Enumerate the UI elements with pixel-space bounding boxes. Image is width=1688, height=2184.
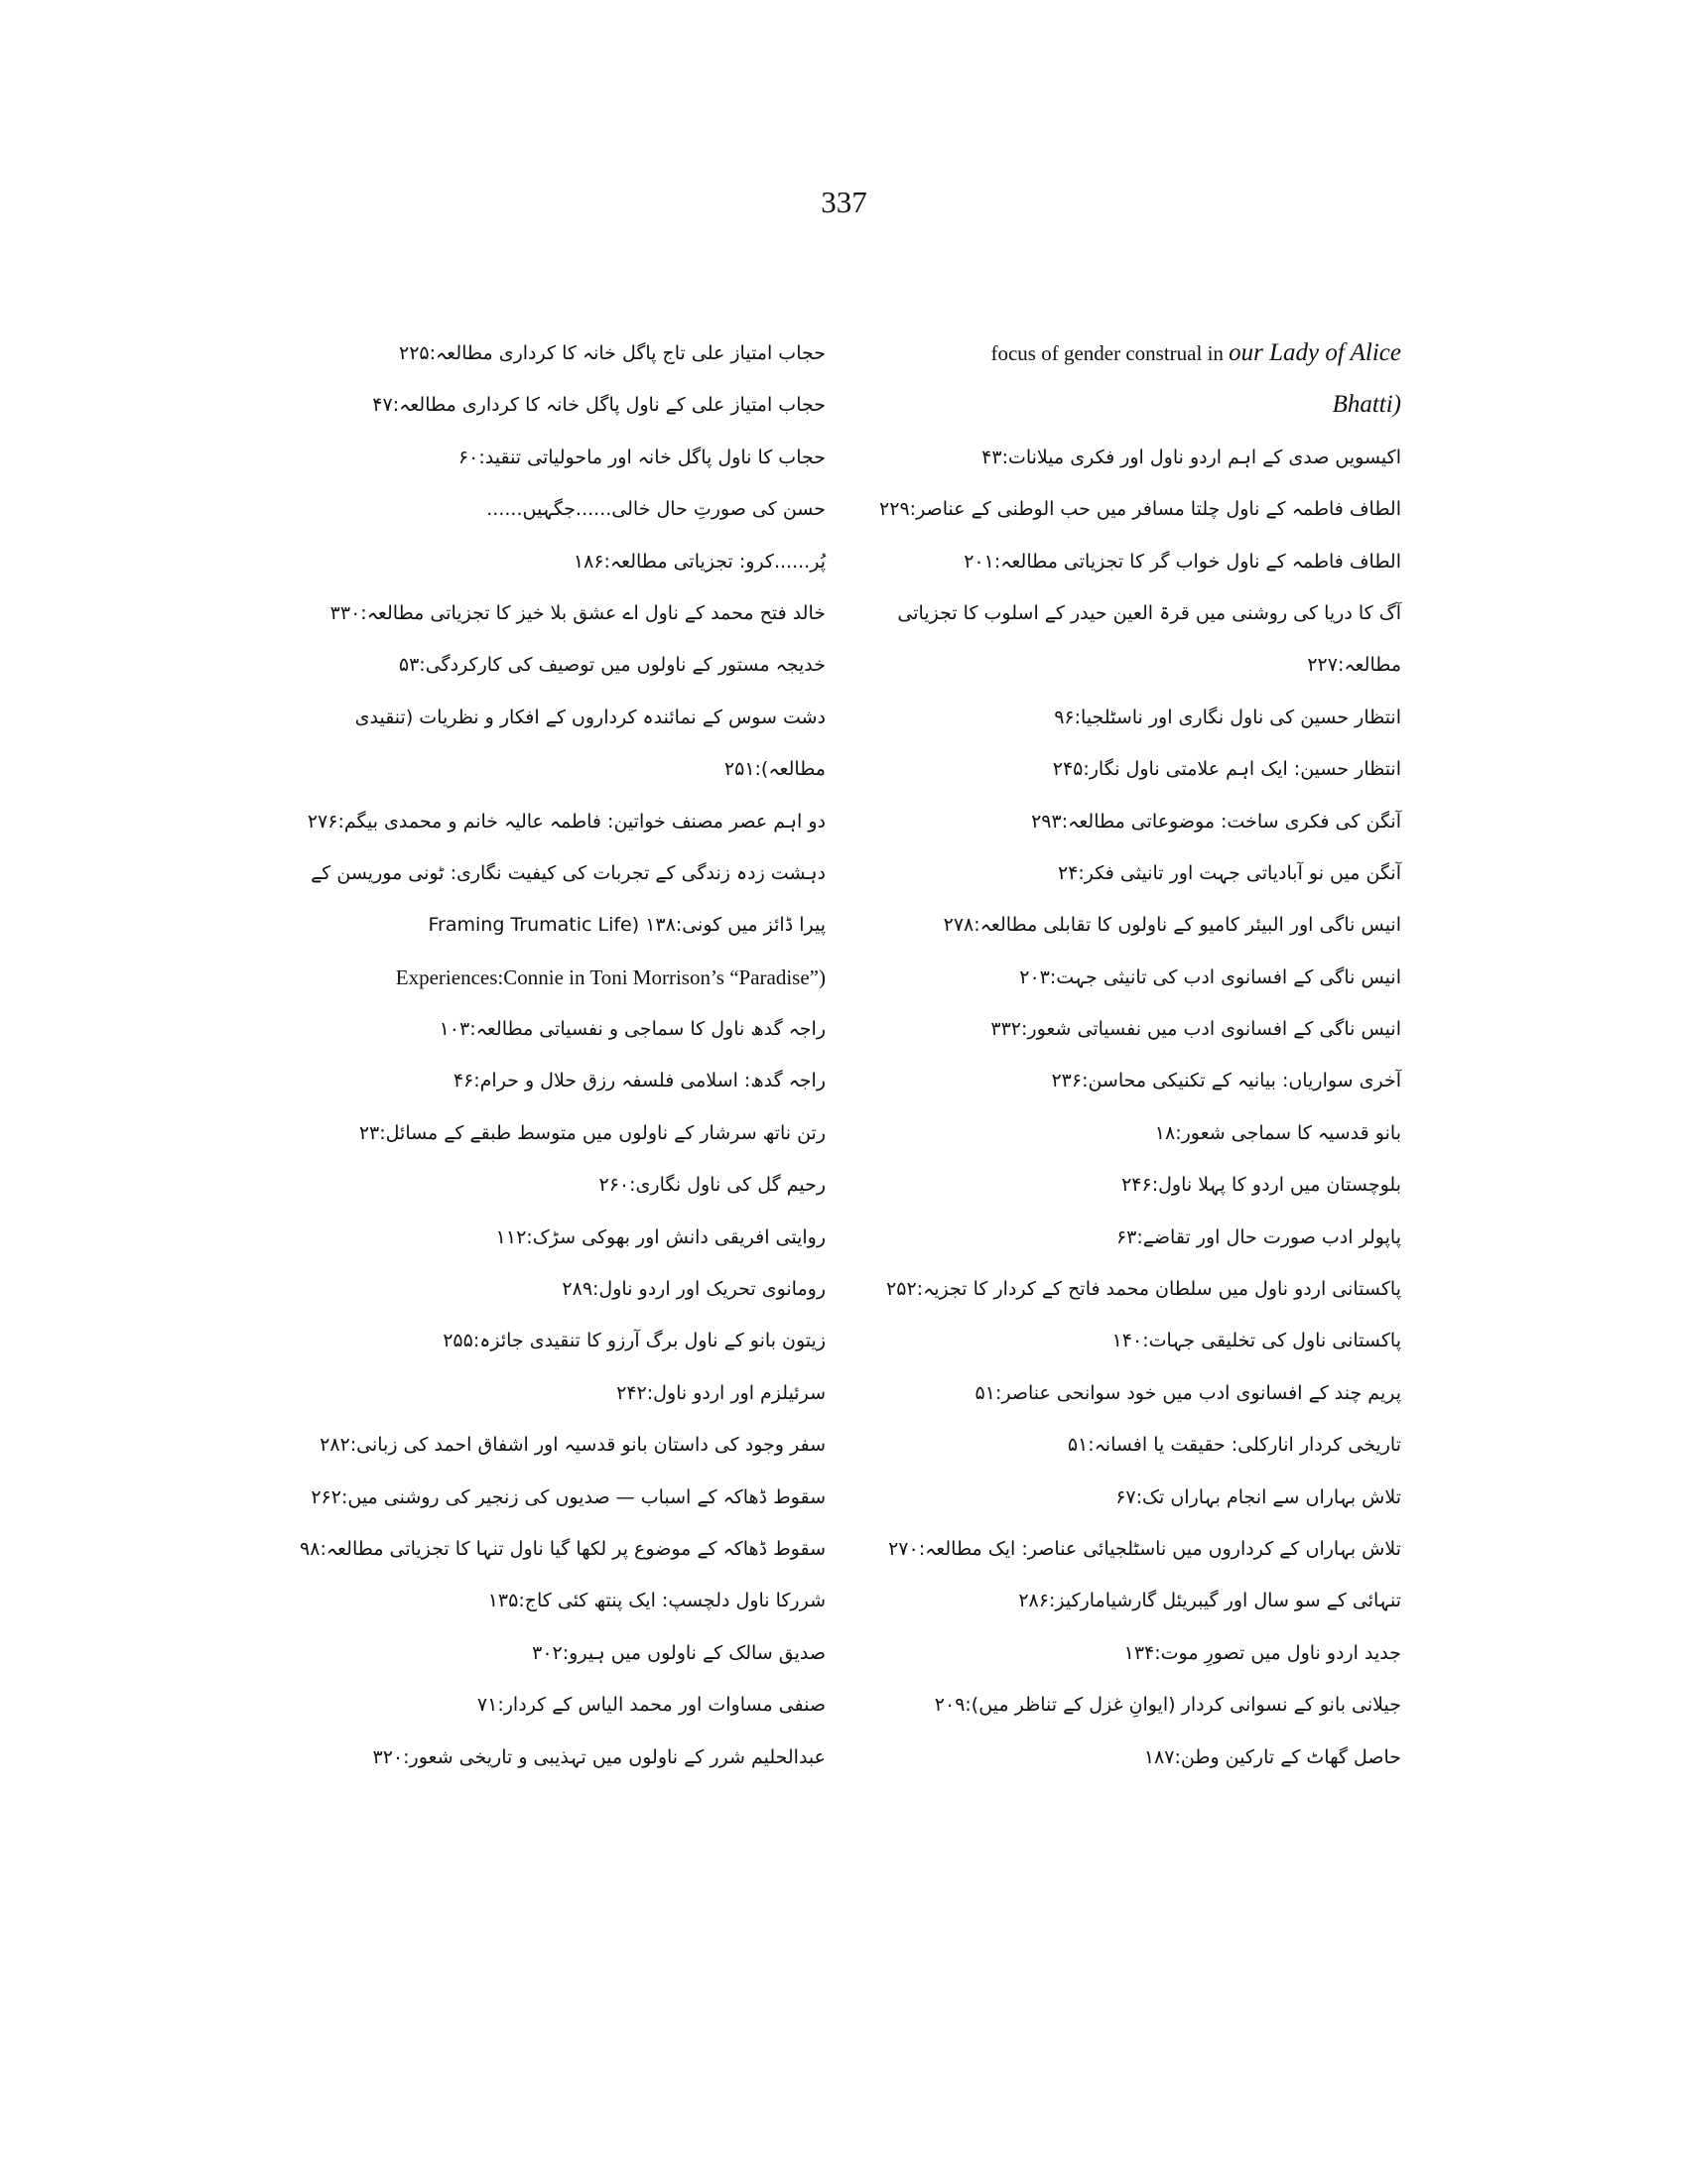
index-entry: صدیق سالک کے ناولوں میں ہیرو:۳۰۲ xyxy=(532,1641,826,1664)
index-entry: دو اہم عصر مصنف خواتین: فاطمہ عالیہ خانم و محمدی بیگم:۲۷۶ xyxy=(307,810,826,833)
index-entry: پیرا ڈائز میں کونی:۱۳۸ (Framing Trumatic Life xyxy=(428,914,826,937)
index-entry: انیس ناگی اور البیئر کامیو کے ناولوں کا تقابلی مطالعہ:۲۷۸ xyxy=(943,914,1401,937)
index-entry: بانو قدسیہ کا سماجی شعور:۱۸ xyxy=(1154,1121,1401,1144)
index-entry-segment: Bhatti) xyxy=(1332,391,1401,419)
index-entry: حجاب امتیاز علی تاج پاگل خانہ کا کرداری مطالعہ:۲۲۵ xyxy=(399,342,826,364)
index-entry: رتن ناتھ سرشار کے ناولوں میں متوسط طبقے کے مسائل:۲۳ xyxy=(358,1121,826,1144)
index-entry: مطالعہ):۲۵۱ xyxy=(723,758,826,781)
index-column-right xyxy=(873,327,1401,1783)
index-entry: آنگن کی فکری ساخت: موضوعاتی مطالعہ:۲۹۳ xyxy=(1031,810,1401,833)
index-entry: الطاف فاطمہ کے ناول چلتا مسافر میں حب الوطنی کے عناصر:۲۲۹ xyxy=(879,498,1401,521)
index-entry: سرئیلزم اور اردو ناول:۲۴۲ xyxy=(616,1381,826,1404)
index-entry: سفر وجود کی داستان بانو قدسیہ اور اشفاق احمد کی زبانی:۲۸۲ xyxy=(320,1434,826,1457)
index-column-left xyxy=(290,327,826,1783)
index-entry: پاپولر ادب صورت حال اور تقاضے:۶۳ xyxy=(1115,1225,1401,1248)
index-entry: انتظار حسین کی ناول نگاری اور ناسٹلجیا:۹۶ xyxy=(1054,706,1401,728)
index-entry: انتظار حسین: ایک اہم علامتی ناول نگار:۲۴۵ xyxy=(1052,758,1401,781)
index-entry: پاکستانی ناول کی تخلیقی جہات:۱۴۰ xyxy=(1111,1330,1401,1352)
index-entry: روایتی افریقی دانش اور بھوکی سڑک:۱۱۲ xyxy=(495,1225,826,1248)
index-entry: دشت سوس کے نمائندہ کرداروں کے افکار و نظریات (تنقیدی xyxy=(354,706,826,728)
index-entry: راجہ گدھ: اسلامی فلسفہ رزق حلال و حرام:۴۶ xyxy=(453,1070,826,1092)
index-entry: جیلانی بانو کے نسوانی کردار (ایوانِ غزل کے تناظر میں):۲۰۹ xyxy=(934,1694,1401,1717)
index-entry: شررکا ناول دلچسپ: ایک پنتھ کئی کاج:۱۳۵ xyxy=(487,1590,826,1612)
index-entry: خدیجہ مستور کے ناولوں میں توصیف کی کارکردگی:۵۳ xyxy=(398,654,826,677)
index-entry xyxy=(873,327,1401,379)
index-entry: پریم چند کے افسانوی ادب میں خود سوانحی عناصر:۵۱ xyxy=(974,1381,1401,1404)
index-entry: سقوط ڈھاکہ کے موضوع پر لکھا گیا ناول تنہا کا تجزیاتی مطالعہ:۹۸ xyxy=(300,1537,826,1560)
index-entry: راجہ گدھ ناول کا سماجی و نفسیاتی مطالعہ:۱۰۳ xyxy=(439,1018,826,1041)
index-entry: تاریخی کردار انارکلی: حقیقت یا افسانہ:۵۱ xyxy=(1067,1434,1401,1457)
index-entry: رحیم گل کی ناول نگاری:۲۶۰ xyxy=(598,1174,826,1197)
index-entry: خالد فتح محمد کے ناول اے عشق بلا خیز کا تجزیاتی مطالعہ:۳۳۰ xyxy=(329,601,826,624)
index-entry: انیس ناگی کے افسانوی ادب کی تانیثی جہت:۲۰۳ xyxy=(1019,965,1401,988)
index-entry xyxy=(873,379,1401,431)
index-entry: Experiences:Connie in Toni Morrison’s “Paradise”) xyxy=(395,964,826,989)
index-entry: تلاش بہاراں سے انجام بہاراں تک:۶۷ xyxy=(1115,1485,1401,1508)
index-entry: بلوچستان میں اردو کا پہلا ناول:۲۴۶ xyxy=(1121,1174,1401,1197)
index-entry: جدید اردو ناول میں تصورِ موت:۱۳۴ xyxy=(1123,1641,1401,1664)
index-entry: صنفی مساوات اور محمد الیاس کے کردار:۷۱ xyxy=(476,1694,826,1717)
index-entry-segment: our Lady of Alice xyxy=(1229,339,1401,366)
index-entry: حسن کی صورتِ حال خالی......جگہیں...... xyxy=(486,498,826,521)
index-entry: حجاب امتیاز علی کے ناول پاگل خانہ کا کرداری مطالعہ:۴۷ xyxy=(372,394,826,417)
page-number: 337 xyxy=(821,185,867,219)
index-entry-segment: focus of gender construal in xyxy=(990,341,1230,365)
index-entry: پُر......کرو: تجزیاتی مطالعہ:۱۸۶ xyxy=(573,550,826,573)
index-entry: عبدالحلیم شرر کے ناولوں میں تہذیبی و تاریخی شعور:۳۲۰ xyxy=(372,1745,826,1768)
index-entry: زیتون بانو کے ناول برگ آرزو کا تنقیدی جائزہ:۲۵۵ xyxy=(443,1330,826,1352)
index-entry: مطالعہ:۲۲۷ xyxy=(1307,654,1401,677)
index-entry: دہشت زدہ زندگی کے تجربات کی کیفیت نگاری: ٹونی موریسن کے xyxy=(311,861,826,884)
index-entry: آخری سواریاں: بیانیہ کے تکنیکی محاسن:۲۳۶ xyxy=(1051,1070,1401,1092)
index-entry: سقوط ڈھاکہ کے اسباب — صدیوں کی زنجیر کی روشنی میں:۲۶۲ xyxy=(311,1485,826,1508)
index-entry: حجاب کا ناول پاگل خانہ اور ماحولیاتی تنقید:۶۰ xyxy=(457,446,826,468)
index-entry: حاصل گھاٹ کے تارکین وطن:۱۸۷ xyxy=(1143,1745,1401,1768)
index-entry: آنگن میں نو آبادیاتی جہت اور تانیثی فکر:۲۴ xyxy=(1057,861,1401,884)
index-entry: اکیسویں صدی کے اہم اردو ناول اور فکری میلانات:۴۳ xyxy=(981,446,1401,468)
index-entry: آگ کا دریا کی روشنی میں قرۃ العین حیدر کے اسلوب کا تجزیاتی xyxy=(897,601,1401,624)
index-entry: انیس ناگی کے افسانوی ادب میں نفسیاتی شعور:۳۳۲ xyxy=(990,1018,1401,1041)
index-entry: رومانوی تحریک اور اردو ناول:۲۸۹ xyxy=(562,1278,826,1301)
index-entry: پاکستانی اردو ناول میں سلطان محمد فاتح کے کردار کا تجزیہ:۲۵۲ xyxy=(886,1278,1401,1301)
index-entry: تلاش بہاراں کے کرداروں میں ناسٹلجیائی عناصر: ایک مطالعہ:۲۷۰ xyxy=(888,1537,1401,1560)
index-entry: الطاف فاطمہ کے ناول خواب گر کا تجزیاتی مطالعہ:۲۰۱ xyxy=(964,550,1401,573)
index-entry: تنہائی کے سو سال اور گیبریئل گارشیامارکیز:۲۸۶ xyxy=(1018,1590,1401,1612)
